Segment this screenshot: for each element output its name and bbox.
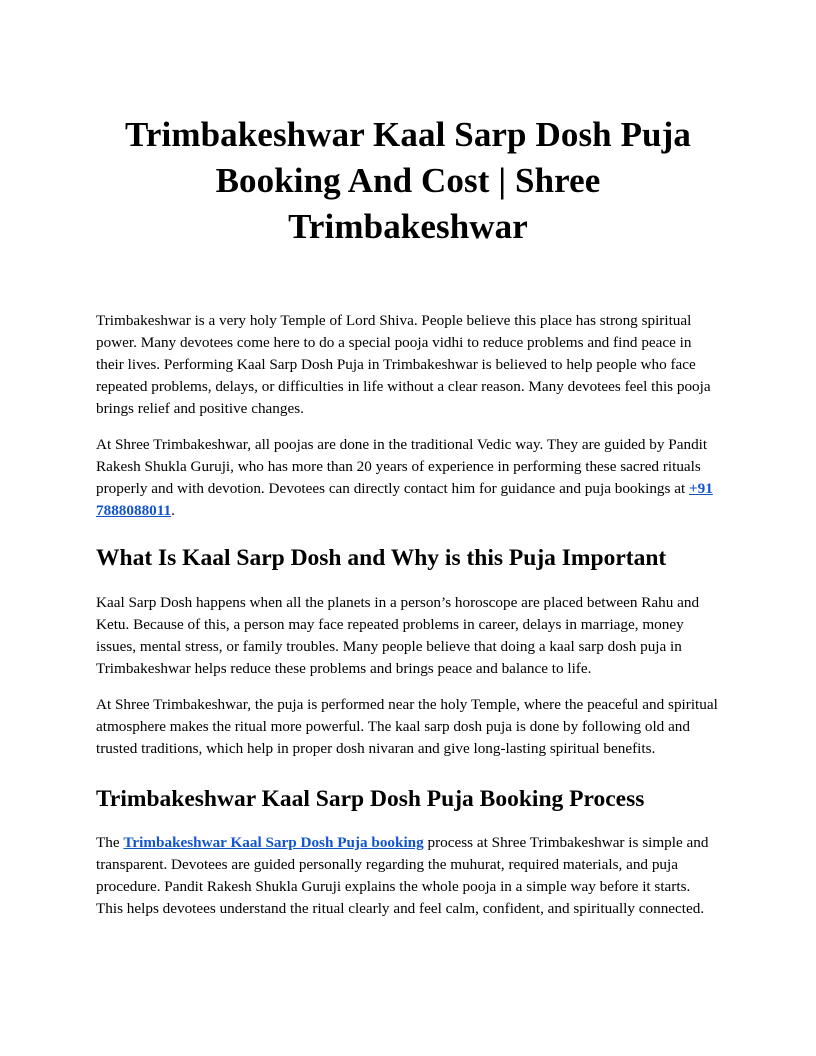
page-title-line-2: Booking And Cost | Shree Trimbakeshwar [215, 161, 601, 246]
section1-paragraph-2: At Shree Trimbakeshwar, the puja is performed near the holy Temple, where the peaceful and spiritual atmosphere makes the ritual more powerful. The kaal sarp dosh puja is done by following old and trusted traditions, which help in proper dosh nivaran and give long-lasting spiritual benefits. [96, 696, 718, 757]
section-heading-what-is-kaal-sarp-dosh: What Is Kaal Sarp Dosh and Why is this Puja Important [96, 545, 667, 571]
section2-paragraph [96, 832, 720, 920]
puja-booking-link[interactable]: Trimbakeshwar Kaal Sarp Dosh Puja booking [123, 834, 424, 851]
document-page [96, 0, 720, 920]
page-title-line-1: Trimbakeshwar Kaal Sarp Dosh Puja [125, 115, 691, 154]
section2-paragraph-start: The [96, 834, 124, 851]
section2-paragraph-text: process at Shree Trimbakeshwar is simple and transparent. Devotees are guided personally regarding the muhurat, required materials, and puja procedure. Pandit Rakesh Shukla Guruji explains the whole pooja in a simple way before it starts. This helps devotees understand the ritual clearly and feel calm, confident, and spiritually connected. [96, 834, 709, 917]
intro-paragraph-2-text: At Shree Trimbakeshwar, all poojas are done in the traditional Vedic way. They are guided by Pandit Rakesh Shukla Guruji, who has more than 20 years of experience in performing these sacred rituals properly and with devotion. Devotees can directly contact him for guidance and puja bookings at [96, 436, 708, 497]
phone-number-link[interactable]: +91 7888088011 [96, 480, 713, 519]
section1-paragraph-1: Kaal Sarp Dosh happens when all the planets in a person’s horoscope are placed between Rahu and Ketu. Because of this, a person may face repeated problems in career, delays in marriage, money issues, mental stress, or family troubles. Many people believe that doing a kaal sarp dosh puja in Trimbakeshwar helps reduce these problems and brings peace and balance to life. [96, 594, 700, 677]
intro-paragraph-2 [96, 434, 720, 522]
intro-paragraph-2-end: . [171, 502, 175, 519]
section-heading-booking-process: Trimbakeshwar Kaal Sarp Dosh Puja Booking Process [96, 786, 645, 812]
intro-paragraph-1: Trimbakeshwar is a very holy Temple of Lord Shiva. People believe this place has strong spiritual power. Many devotees come here to do a special pooja vidhi to reduce problems and find peace in their lives. Performing Kaal Sarp Dosh Puja in Trimbakeshwar is believed to help people who face repeated problems, delays, or difficulties in life without a clear reason. Many devotees feel this pooja brings relief and positive changes. [96, 312, 711, 417]
page-title [96, 112, 720, 250]
